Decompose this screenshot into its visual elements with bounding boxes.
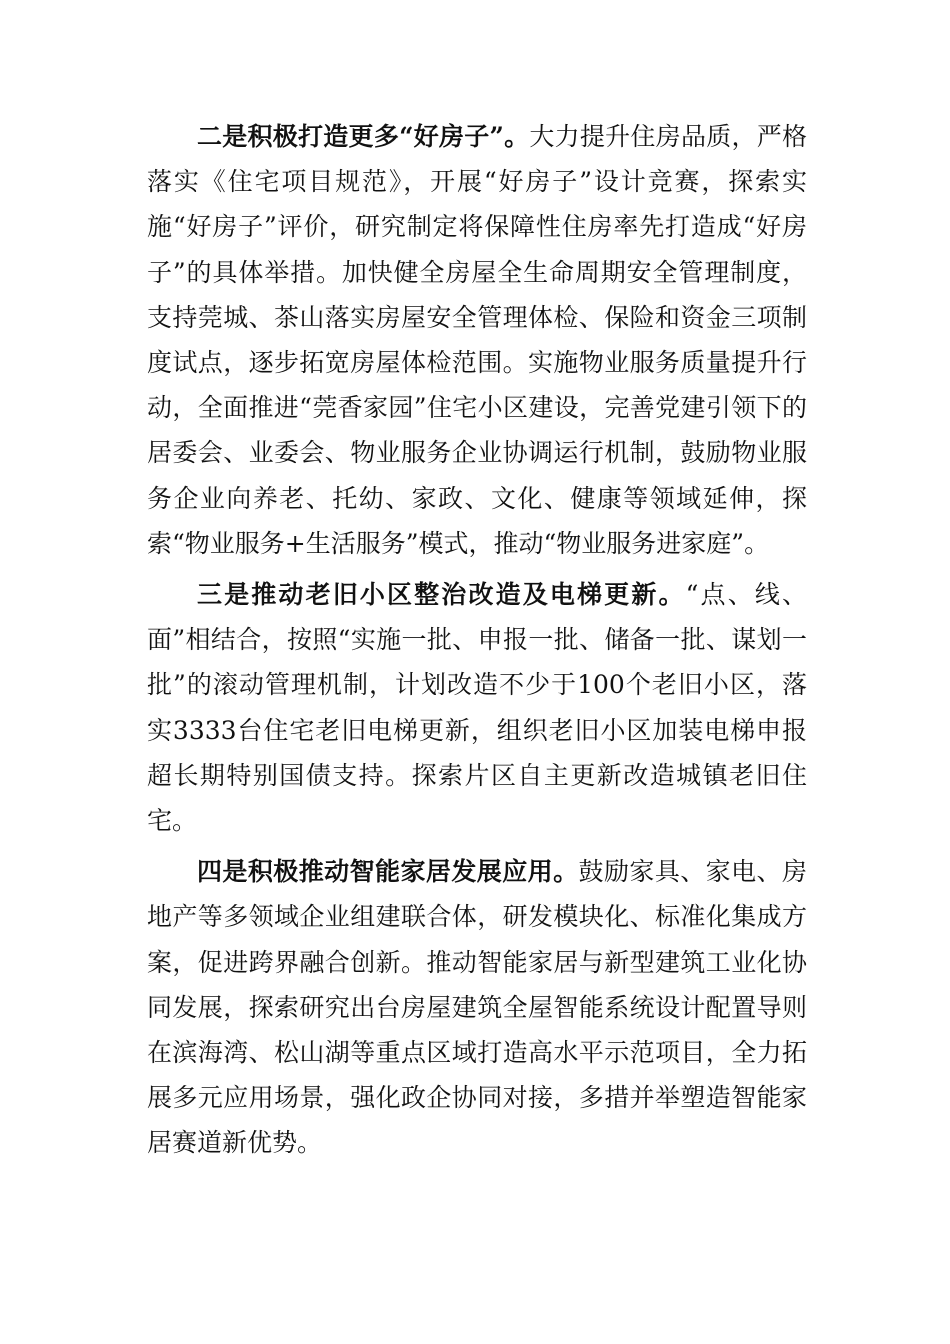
paragraph-heading: 二是积极打造更多“好房子”。 [197, 122, 530, 151]
paragraph-smart-home [147, 849, 807, 1165]
paragraph-body: “点、线、面”相结合，按照“实施一批、申报一批、储备一批、谋划一批”的滚动管理机制，计划改造不少于100个老旧小区，落实3333台住宅老旧电梯更新，组织老旧小区加装电梯申报超长期特别国债支持。探索片区自主更新改造城镇老旧住宅。 [147, 580, 807, 836]
document-page [147, 114, 807, 1166]
paragraph-old-community-renovation [147, 572, 807, 843]
paragraph-good-housing [147, 114, 807, 566]
paragraph-heading: 三是推动老旧小区整治改造及电梯更新。 [197, 580, 686, 610]
paragraph-body: 大力提升住房品质，严格落实《住宅项目规范》，开展“好房子”设计竞赛，探索实施“好房子”评价，研究制定将保障性住房率先打造成“好房子”的具体举措。加快健全房屋全生命周期安全管理制度，支持莞城、茶山落实房屋安全管理体检、保险和资金三项制度试点，逐步拓宽房屋体检范围。实施物业服务质量提升行动，全面推进“莞香家园”住宅小区建设，完善党建引领下的居委会、业委会、物业服务企业协调运行机制，鼓励物业服务企业向养老、托幼、家政、文化、健康等领域延伸，探索“物业服务+生活服务”模式，推动“物业服务进家庭”。 [147, 122, 807, 558]
paragraph-heading: 四是积极推动智能家居发展应用。 [197, 857, 579, 887]
paragraph-body: 鼓励家具、家电、房地产等多领域企业组建联合体，研发模块化、标准化集成方案，促进跨界融合创新。推动智能家居与新型建筑工业化协同发展，探索研究出台房屋建筑全屋智能系统设计配置导则在滨海湾、松山湖等重点区域打造高水平示范项目，全力拓展多元应用场景，强化政企协同对接，多措并举塑造智能家居赛道新优势。 [147, 857, 807, 1158]
